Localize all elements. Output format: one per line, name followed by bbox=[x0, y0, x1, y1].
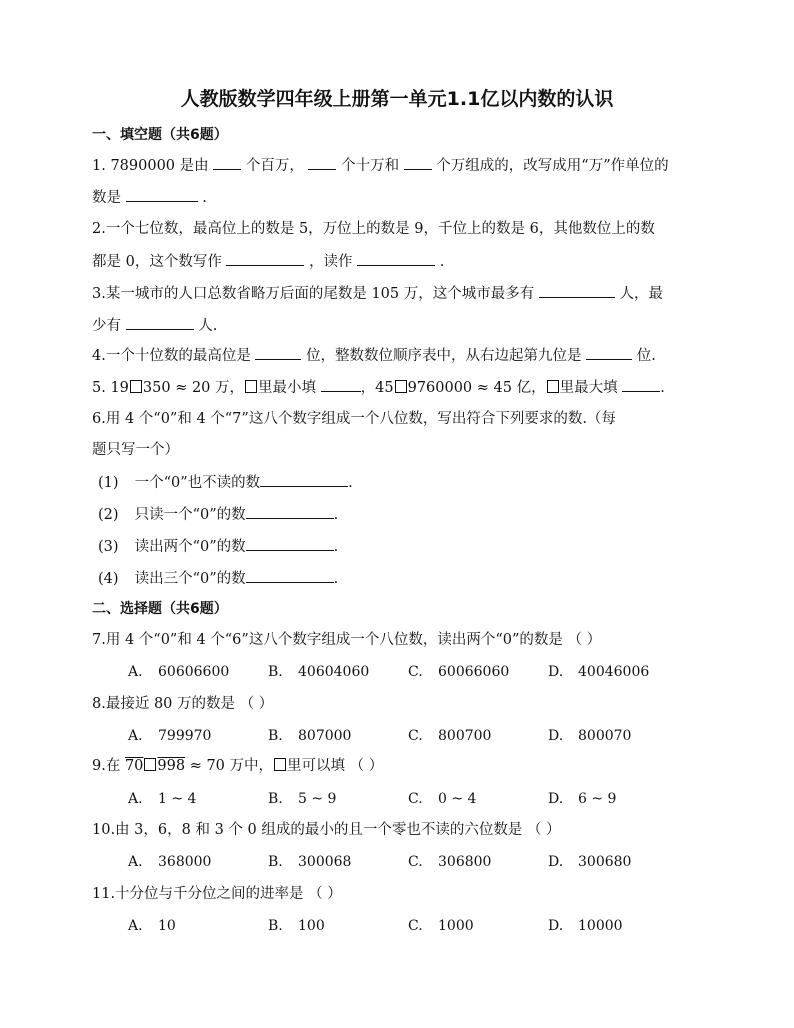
option-b[interactable] bbox=[268, 726, 351, 746]
q6-item-text: 只读一个“0”的数 bbox=[134, 507, 246, 523]
q1-text-b: 个百万， bbox=[245, 158, 304, 174]
q3-text-b: 人，最 bbox=[619, 286, 663, 302]
q1-text-d: 个万组成的，改写成用“万”作单位的 bbox=[436, 158, 669, 174]
question-6-line-2 bbox=[92, 440, 179, 460]
q5-text-g: . bbox=[660, 380, 665, 396]
option-a[interactable] bbox=[128, 662, 229, 682]
q4-blank-2[interactable] bbox=[586, 345, 632, 360]
question-5 bbox=[92, 377, 665, 398]
option-letter: C. bbox=[408, 664, 423, 680]
q6-item-text: 读出两个“0”的数 bbox=[134, 539, 246, 555]
option-c[interactable] bbox=[408, 852, 491, 872]
question-2-line-2 bbox=[92, 251, 444, 272]
q2-text-a: 2.一个七位数，最高位上的数是 5，万位上的数是 9，千位上的数是 6，其他数位上的数 bbox=[92, 221, 655, 237]
question-11: 11.十分位与千分位之间的进率是 （ ） bbox=[92, 886, 342, 902]
q6-item-num: (2) bbox=[98, 507, 119, 523]
question-2-line-1 bbox=[92, 219, 655, 239]
q5-text-a: 5. 19 bbox=[92, 380, 129, 396]
q6-item-1 bbox=[98, 472, 353, 493]
option-value: 60066060 bbox=[438, 664, 510, 680]
q6-item-text: 读出三个“0”的数 bbox=[134, 571, 246, 587]
option-value: 6 ~ 9 bbox=[578, 791, 617, 807]
option-letter: D. bbox=[548, 854, 564, 870]
option-letter: D. bbox=[548, 728, 564, 744]
option-value: 1000 bbox=[438, 918, 474, 934]
q9-text-d: ≈ 70 万中， bbox=[185, 758, 274, 774]
option-d[interactable] bbox=[548, 852, 631, 872]
option-value: 40604060 bbox=[298, 664, 370, 680]
q1-text-c: 个十万和 bbox=[341, 158, 400, 174]
section-choice-heading: 二、选择题（共6题） bbox=[92, 601, 228, 617]
q9-number bbox=[125, 758, 185, 774]
square-box-icon bbox=[130, 380, 142, 393]
q1-blank-2[interactable] bbox=[308, 155, 336, 170]
q9-text-e: 里可以填 （ ） bbox=[287, 758, 384, 774]
option-letter: D. bbox=[548, 918, 564, 934]
option-letter: D. bbox=[548, 664, 564, 680]
q1-blank-4[interactable] bbox=[126, 187, 198, 202]
q6-item-end: . bbox=[333, 507, 339, 523]
option-value: 10 bbox=[158, 918, 176, 934]
page-title: 人教版数学四年级上册第一单元1.1亿以内数的认识 bbox=[180, 88, 614, 110]
q2-blank-2[interactable] bbox=[357, 251, 435, 266]
option-a[interactable] bbox=[128, 852, 211, 872]
q6-item-end: . bbox=[348, 475, 353, 491]
q1-blank-3[interactable] bbox=[404, 155, 432, 170]
q4-blank-1[interactable] bbox=[255, 345, 301, 360]
option-letter: A. bbox=[128, 664, 143, 680]
q3-text-c: 少有 bbox=[92, 318, 121, 334]
q6-item-num: (1) bbox=[98, 475, 119, 491]
question-9 bbox=[92, 756, 383, 776]
q6-item-num: (3) bbox=[98, 539, 119, 555]
q5-text-b: 350 ≈ 20 万， bbox=[142, 380, 245, 396]
option-letter: C. bbox=[408, 728, 423, 744]
option-a[interactable] bbox=[128, 916, 176, 936]
q6-item-end: . bbox=[333, 539, 339, 555]
option-letter: C. bbox=[408, 918, 423, 934]
q6-item-blank[interactable] bbox=[246, 504, 334, 519]
option-letter: A. bbox=[128, 728, 143, 744]
option-letter: B. bbox=[268, 664, 283, 680]
option-value: 800700 bbox=[438, 728, 492, 744]
question-1-line-2 bbox=[92, 187, 207, 208]
option-value: 0 ~ 4 bbox=[438, 791, 477, 807]
q5-text-f: 里最大填 bbox=[559, 380, 618, 396]
q6-item-3 bbox=[98, 536, 338, 557]
q6-item-2 bbox=[98, 504, 338, 525]
option-d[interactable] bbox=[548, 662, 649, 682]
option-value: 306800 bbox=[438, 854, 492, 870]
q5-text-e: 9760000 ≈ 45 亿， bbox=[407, 380, 546, 396]
q5-text-d: ，45 bbox=[360, 380, 394, 396]
option-b[interactable] bbox=[268, 852, 351, 872]
q4-text-c: 位. bbox=[636, 348, 656, 364]
option-letter: B. bbox=[268, 918, 283, 934]
q5-blank-2[interactable] bbox=[622, 377, 660, 392]
question-10: 10.由 3，6，8 和 3 个 0 组成的最小的且一个零也不读的六位数是 （ ） bbox=[92, 822, 561, 838]
option-letter: A. bbox=[128, 791, 143, 807]
option-value: 368000 bbox=[158, 854, 212, 870]
option-value: 300680 bbox=[578, 854, 632, 870]
q1-text-f: . bbox=[202, 190, 207, 206]
option-letter: C. bbox=[408, 854, 423, 870]
q6-item-blank[interactable] bbox=[246, 568, 334, 583]
option-value: 300068 bbox=[298, 854, 352, 870]
square-box-icon bbox=[395, 380, 407, 393]
q6-item-num: (4) bbox=[98, 571, 119, 587]
question-1-line-1 bbox=[92, 155, 669, 176]
q6-item-blank[interactable] bbox=[246, 536, 334, 551]
square-box-icon bbox=[274, 758, 286, 771]
question-8: 8.最接近 80 万的数是 （ ） bbox=[92, 696, 274, 712]
q3-blank-1[interactable] bbox=[539, 283, 615, 298]
option-c[interactable] bbox=[408, 789, 476, 809]
question-7: 7.用 4 个“0”和 4 个“6”这八个数字组成一个八位数，读出两个“0”的数是 （ ） bbox=[92, 632, 602, 648]
option-value: 800070 bbox=[578, 728, 632, 744]
option-d[interactable] bbox=[548, 726, 631, 746]
option-c[interactable] bbox=[408, 662, 509, 682]
q1-text-e: 数是 bbox=[92, 190, 121, 206]
option-value: 799970 bbox=[158, 728, 212, 744]
option-value: 40046006 bbox=[578, 664, 650, 680]
option-value: 100 bbox=[298, 918, 325, 934]
q3-text-a: 3.某一城市的人口总数省略万后面的尾数是 105 万，这个城市最多有 bbox=[92, 286, 535, 302]
q2-text-c: ，读作 bbox=[309, 254, 353, 270]
q1-blank-1[interactable] bbox=[213, 155, 241, 170]
q3-text-d: 人. bbox=[198, 318, 218, 334]
q3-blank-2[interactable] bbox=[126, 315, 194, 330]
q6-text-b: 题只写一个） bbox=[92, 442, 179, 458]
q2-text-d: . bbox=[439, 254, 445, 270]
option-a[interactable] bbox=[128, 789, 196, 809]
q9-text-b: 70 bbox=[124, 758, 144, 774]
option-d[interactable] bbox=[548, 789, 616, 809]
option-a[interactable] bbox=[128, 726, 211, 746]
option-letter: B. bbox=[268, 791, 283, 807]
option-letter: D. bbox=[548, 791, 564, 807]
square-box-icon bbox=[144, 758, 156, 771]
q4-text-a: 4.一个十位数的最高位是 bbox=[92, 348, 251, 364]
option-value: 10000 bbox=[578, 918, 623, 934]
option-letter: C. bbox=[408, 791, 423, 807]
option-value: 1 ~ 4 bbox=[158, 791, 197, 807]
question-3-line-2 bbox=[92, 315, 217, 336]
option-letter: B. bbox=[268, 728, 283, 744]
option-b[interactable] bbox=[268, 789, 336, 809]
option-d[interactable] bbox=[548, 916, 623, 936]
q5-blank-1[interactable] bbox=[321, 377, 361, 392]
square-box-icon bbox=[547, 380, 559, 393]
section-fill-heading: 一、填空题（共6题） bbox=[92, 127, 228, 143]
q6-item-end: . bbox=[333, 571, 339, 587]
q9-text-a: 9.在 bbox=[92, 758, 125, 774]
option-b[interactable] bbox=[268, 916, 325, 936]
q2-text-b: 都是 0，这个数写作 bbox=[92, 254, 222, 270]
q2-blank-1[interactable] bbox=[226, 251, 304, 266]
q9-text-c: 998 bbox=[157, 758, 186, 774]
square-box-icon bbox=[245, 380, 257, 393]
option-value: 60606600 bbox=[158, 664, 230, 680]
option-letter: A. bbox=[128, 918, 143, 934]
q6-text-a: 6.用 4 个“0”和 4 个“7”这八个数字组成一个八位数，写出符合下列要求的数.（每 bbox=[92, 411, 616, 427]
q6-item-text: 一个“0”也不读的数 bbox=[134, 475, 261, 491]
q5-text-c: 里最小填 bbox=[258, 380, 317, 396]
q1-text-a: 1. 7890000 是由 bbox=[92, 158, 209, 174]
option-value: 5 ~ 9 bbox=[298, 791, 337, 807]
option-letter: A. bbox=[128, 854, 143, 870]
option-c[interactable] bbox=[408, 726, 491, 746]
q6-item-4 bbox=[98, 568, 338, 589]
question-6-line-1 bbox=[92, 409, 616, 429]
question-3-line-1 bbox=[92, 283, 663, 304]
option-letter: B. bbox=[268, 854, 283, 870]
q4-text-b: 位，整数数位顺序表中，从右边起第九位是 bbox=[306, 348, 582, 364]
option-c[interactable] bbox=[408, 916, 474, 936]
q6-item-blank[interactable] bbox=[260, 472, 348, 487]
question-4 bbox=[92, 345, 656, 366]
option-b[interactable] bbox=[268, 662, 369, 682]
option-value: 807000 bbox=[298, 728, 352, 744]
